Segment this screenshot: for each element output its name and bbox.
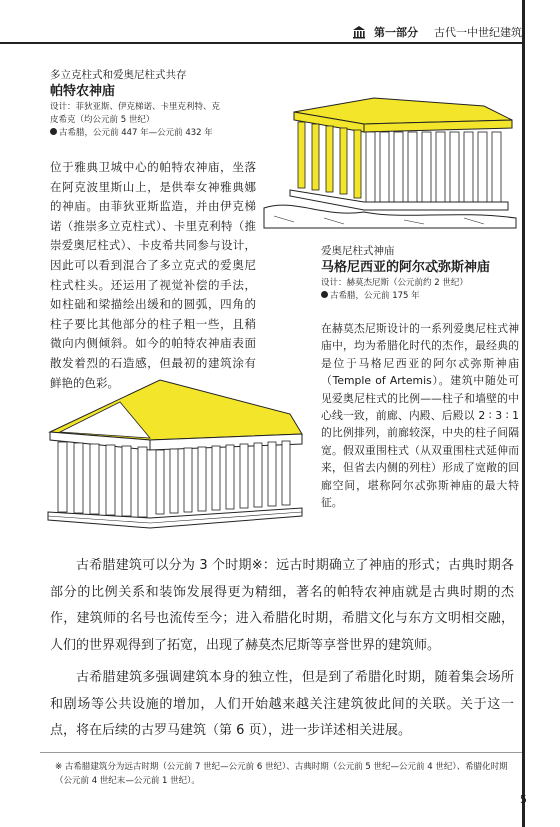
location-dot-icon [50, 128, 57, 135]
parthenon-subtitle: 多立克柱式和爱奥尼柱式共存 [50, 69, 187, 81]
artemis-location: 古希腊，公元前 175 年 [330, 291, 420, 301]
parthenon-description: 位于雅典卫城中心的帕特农神庙，坐落在阿克波里斯山上，是供奉女神雅典娜的神庙。由菲狄亚斯监造，并由伊克梯诺（推崇多立克柱式）、卡里克利特（推崇爱奥尼柱式）、卡皮希共同参与设计，因此可以看到混合了多立克式的爱奥尼柱式柱头。还运用了视觉补偿的手法，如柱础和梁描绘出缓和的圆弧，四角的柱子要比其他部分的柱子粗一些，且稍微向内侧倾斜。如今的帕特农神庙表面散发着烈的石造感，但最初的建筑涂有鲜艳的色彩。 [50, 160, 256, 390]
artemis-subtitle: 爱奥尼柱式神庙 [321, 245, 395, 257]
footnote: ※ 古希腊建筑分为远古时期（公元前 7 世纪—公元前 6 世纪）、古典时期（公元前 5 世纪—公元前 4 世纪）、希腊化时期（公元前 4 世纪末—公元前 1 世纪）。 [55, 762, 508, 786]
header-labels [352, 24, 522, 40]
parthenon-caption [50, 68, 260, 140]
artemis-title: 马格尼西亚的阿尔忒弥斯神庙 [321, 260, 491, 275]
footnote-rule [40, 752, 522, 753]
part-label: 第一部分 [374, 26, 418, 39]
artemis-caption [321, 244, 521, 303]
right-margin-bar [522, 0, 525, 827]
parthenon-design: 设计：菲狄亚斯、伊克梯诺、卡里克利特、克 [50, 102, 221, 112]
parthenon-location: 古希腊，公元前 447 年—公元前 432 年 [59, 128, 213, 138]
parthenon-title: 帕特农神庙 [50, 84, 116, 99]
page-number: 5 [520, 793, 527, 806]
location-dot-icon [321, 291, 328, 298]
artemis-description: 在赫莫杰尼斯设计的一系列爱奥尼柱式神庙中，均为希腊化时代的杰作，最经典的是位于马格尼西亚的阿尔忒弥斯神庙（Temple of Artemis）。建筑中随处可见爱奥尼柱式的比例——柱子和墙壁的中心线一致，前廊、内殿、后殿以 2 ∶ 3 ∶ 1 的比例排列，前廊较深，中央的柱子间隔宽。假双重围柱式（从双重围柱式延伸而来，但省去内侧的列柱）形成了宽敞的回廊空间，堪称阿尔忒弥斯神庙的最大特征。 [321, 322, 519, 510]
page-header [0, 0, 560, 50]
artemis-design: 设计：赫莫杰尼斯（公元前约 2 世纪） [321, 278, 468, 288]
parthenon-illustration [254, 80, 520, 230]
artemis-illustration [40, 374, 320, 534]
parthenon-design-cont: 皮希克（均公元前 5 世纪） [50, 115, 155, 125]
main-body-text [50, 553, 514, 745]
body-paragraph-1: 古希腊建筑可以分为 3 个时期※：远古时期确立了神庙的形式；古典时期各部分的比例关系和装饰发展得更为精细，著名的帕特农神庙就是古典时期的杰作，建筑师的名号也流传至今；进入希腊化时期，希腊文化与东方文明相交融，人们的世界观得到了拓宽，出现了赫莫杰尼斯等享誉世界的建筑师。 [50, 558, 514, 653]
building-icon [352, 25, 366, 39]
body-paragraph-2: 古希腊建筑多强调建筑本身的独立性，但是到了希腊化时期，随着集会场所和剧场等公共设施的增加，人们开始越来越关注建筑彼此间的关联。关于这一点，将在后续的古罗马建筑（第 6 页），进一步详述相关进展。 [50, 670, 514, 738]
chapter-title: 古代一中世纪建筑 [434, 26, 522, 39]
